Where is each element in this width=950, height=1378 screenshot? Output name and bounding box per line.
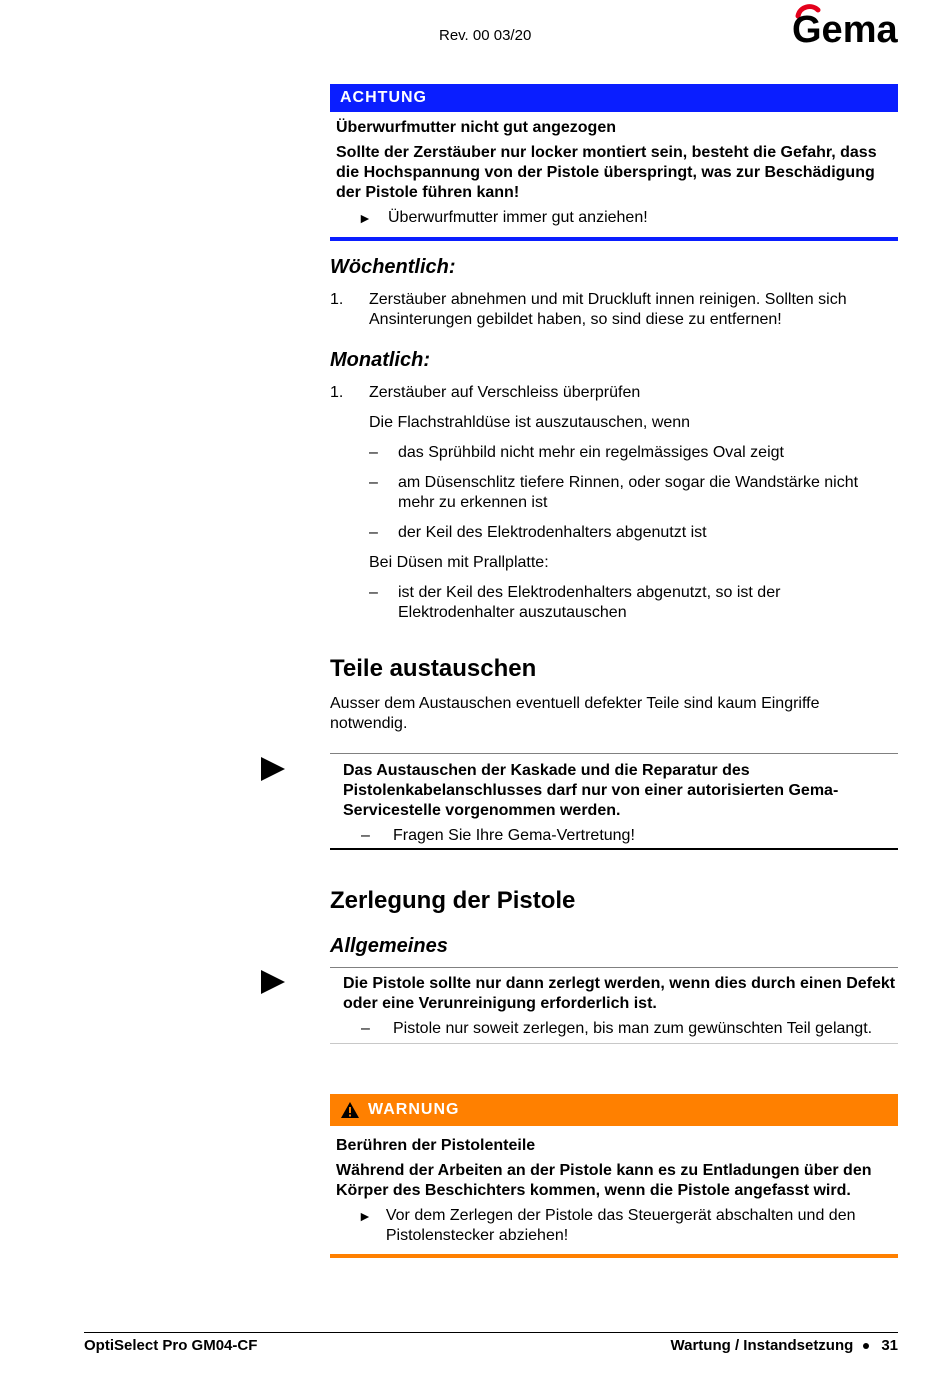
footer-section — [671, 1337, 898, 1354]
item-number: 1. — [330, 291, 344, 308]
list-item — [369, 443, 898, 463]
dash-text: Fragen Sie Ihre Gema-Vertretung! — [393, 827, 635, 844]
list-item — [369, 523, 898, 543]
dash-text: ist der Keil des Elektrodenhalters abgenutzt, so ist der Elektrodenhalter auszutauschen — [398, 584, 781, 621]
triangle-bullet-icon: ► — [358, 1208, 372, 1224]
achtung-label: ACHTUNG — [340, 89, 427, 106]
dash-text: das Sprühbild nicht mehr ein regelmässiges Oval zeigt — [398, 444, 784, 461]
achtung-bar — [330, 84, 898, 112]
zerlegung-subheading: Allgemeines — [330, 935, 448, 957]
dash-text: Pistole nur soweit zerlegen, bis man zum gewünschten Teil gelangt. — [393, 1020, 873, 1037]
dash-bullet: – — [369, 584, 378, 601]
page-number: 31 — [881, 1337, 898, 1354]
item-text: Zerstäuber abnehmen und mit Druckluft innen reinigen. Sollten sich Ansinterungen gebildet haben, so sind diese zu entfernen! — [369, 291, 847, 328]
weekly-heading: Wöchentlich: — [330, 256, 456, 278]
dash-bullet: – — [361, 1020, 370, 1037]
dash-bullet: – — [369, 524, 378, 541]
warning-triangle-icon — [340, 1101, 360, 1119]
list-item — [330, 290, 898, 330]
item-number: 1. — [330, 384, 344, 401]
item-text: Zerstäuber auf Verschleiss überprüfen — [369, 384, 641, 401]
list-item — [330, 383, 898, 403]
achtung-notice — [330, 84, 898, 241]
triangle-bullet-icon: ► — [358, 210, 372, 226]
achtung-action — [358, 208, 890, 228]
warnung-bottom-line — [330, 1254, 898, 1258]
warnung-label: WARNUNG — [368, 1101, 460, 1118]
achtung-text: Sollte der Zerstäuber nur locker montiert sein, besteht die Gefahr, dass die Hochspannung von der Pistole überspringt, was zur Beschädigung der Pistole führen kann! — [336, 144, 877, 201]
achtung-action-text: Überwurfmutter immer gut anziehen! — [388, 209, 648, 226]
footer-product: OptiSelect Pro GM04-CF — [84, 1337, 258, 1354]
teile-hint-text: Das Austauschen der Kaskade und die Reparatur des Pistolenkabelanschlusses darf nur von einer autorisierten Gema-Servicestelle vorgenommen werden. — [343, 762, 839, 819]
zerlegung-hint-text: Die Pistole sollte nur dann zerlegt werden, wenn dies durch einen Defekt oder eine Verunreinigung erforderlich ist. — [343, 975, 896, 1012]
teile-heading: Teile austauschen — [330, 655, 537, 682]
revision-label: Rev. 00 03/20 — [439, 27, 532, 44]
warnung-bar — [330, 1094, 898, 1126]
list-item — [369, 583, 898, 623]
monthly-heading: Monatlich: — [330, 349, 430, 371]
dash-bullet: – — [369, 444, 378, 461]
hint-arrow-icon — [259, 968, 287, 996]
achtung-title: Überwurfmutter nicht gut angezogen — [336, 119, 616, 136]
dash-text: der Keil des Elektrodenhalters abgenutzt ist — [398, 524, 707, 541]
teile-hint — [330, 753, 898, 850]
warnung-title: Berühren der Pistolenteile — [336, 1137, 536, 1154]
hint-arrow-icon — [259, 755, 287, 783]
monthly-list — [330, 383, 898, 623]
warnung-action — [358, 1206, 890, 1246]
teile-text: Ausser dem Austauschen eventuell defekter Teile sind kaum Eingriffe notwendig. — [330, 695, 820, 732]
logo-text: Gema — [792, 9, 898, 46]
warnung-action-text: Vor dem Zerlegen der Pistole das Steuergerät abschalten und den Pistolenstecker abziehen! — [385, 1207, 856, 1244]
dash-text: am Düsenschlitz tiefere Rinnen, oder sogar die Wandstärke nicht mehr zu erkennen ist — [398, 474, 859, 511]
list-item — [369, 473, 898, 513]
achtung-bottom-line — [330, 237, 898, 241]
gema-logo — [790, 2, 900, 46]
monthly-intro: Die Flachstrahldüse ist auszutauschen, wenn — [369, 414, 691, 431]
dash-bullet: – — [369, 474, 378, 491]
zerlegung-heading: Zerlegung der Pistole — [330, 887, 576, 914]
prall-intro: Bei Düsen mit Prallplatte: — [369, 554, 549, 571]
weekly-list — [330, 290, 898, 330]
warnung-text: Während der Arbeiten an der Pistole kann es zu Entladungen über den Körper des Beschichters kommen, wenn die Pistole angefasst wird. — [336, 1162, 872, 1199]
dash-bullet: – — [361, 827, 370, 844]
warnung-notice — [330, 1094, 898, 1258]
footer-divider — [84, 1332, 898, 1333]
footer-section-title: Wartung / Instandsetzung — [670, 1337, 854, 1354]
bullet-dot-icon — [863, 1343, 869, 1349]
list-item — [361, 826, 898, 846]
list-item — [361, 1019, 898, 1039]
zerlegung-hint — [330, 967, 898, 1044]
